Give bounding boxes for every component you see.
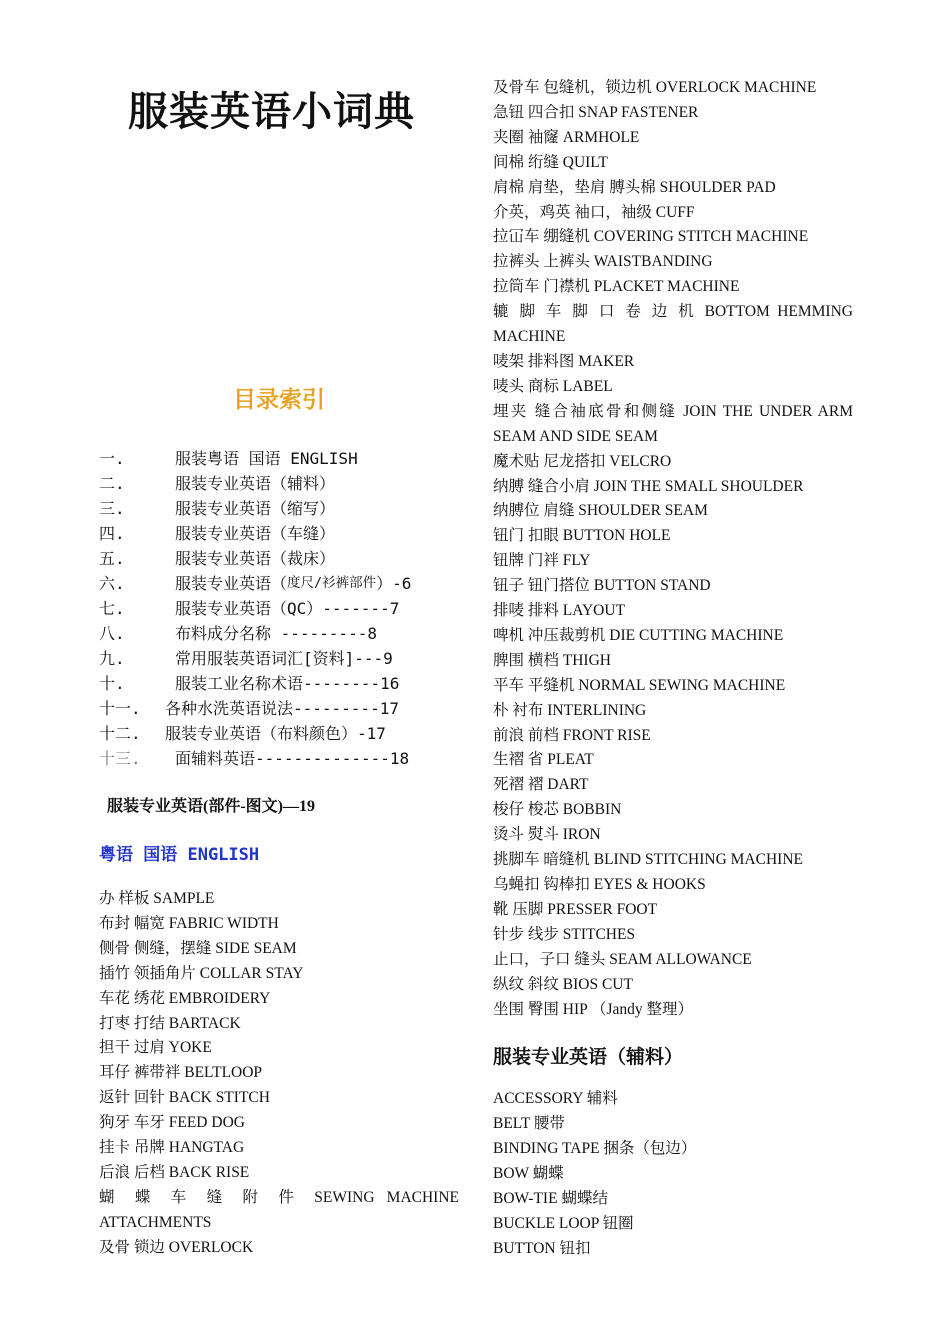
glossary-entry: 夹圈 袖窿 ARMHOLE: [493, 128, 640, 146]
glossary-entry: 靴 压脚 PRESSER FOOT: [493, 900, 658, 918]
glossary-entry: 办 样板 SAMPLE: [99, 890, 215, 907]
glossary-entry: 钮牌 门袢 FLY: [493, 552, 591, 570]
toc-item: 六. 服装专业英语（ 度尺/衫裤部件 ）-6: [99, 574, 412, 593]
glossary-entry: 平车 平缝机 NORMAL SEWING MACHINE: [493, 676, 786, 694]
accessory-entry: BOW 蝴蝶: [493, 1165, 564, 1183]
glossary-entry: 车花 绣花 EMBROIDERY: [99, 989, 271, 1007]
section-heading-cantonese: 粤语 国语 ENGLISH: [99, 845, 260, 865]
accessory-entry: BINDING TAPE 捆条（包边）: [493, 1140, 697, 1158]
glossary-entry: 打枣 打结 BARTACK: [99, 1014, 241, 1032]
glossary-left: [99, 887, 459, 1261]
accessory-list: [493, 1087, 853, 1261]
right-column: [493, 76, 853, 1262]
toc-item: 十. 服装工业名称术语--------16: [99, 674, 400, 693]
glossary-entry: 布封 幅宽 FABRIC WIDTH: [99, 914, 279, 932]
glossary-right: [493, 76, 853, 1022]
glossary-entry: 后浪 后档 BACK RISE: [99, 1163, 250, 1181]
toc-item: 九. 常用服装英语词汇[资料]---9: [99, 649, 393, 668]
glossary-entry: 耳仔 裤带袢 BELTLOOP: [99, 1064, 263, 1082]
glossary-entry: 魔术贴 尼龙搭扣 VELCRO: [493, 452, 672, 470]
glossary-entry: 生褶 省 PLEAT: [493, 751, 594, 769]
document-title: 服装英语小词典: [128, 89, 415, 135]
glossary-entry: 朴 衬布 INTERLINING: [493, 701, 647, 719]
glossary-entry: 啤机 冲压裁剪机 DIE CUTTING MACHINE: [493, 626, 784, 644]
glossary-entry-continuation: MACHINE: [493, 328, 566, 346]
toc-item: 三. 服装专业英语（缩写）: [99, 499, 336, 518]
glossary-entry: 拉筒车 门襟机 PLACKET MACHINE: [493, 278, 740, 296]
glossary-entry: 挑脚车 暗缝机 BLIND STITCHING MACHINE: [493, 851, 803, 869]
glossary-entry: 钮门 扣眼 BUTTON HOLE: [493, 527, 671, 545]
glossary-entry: 及骨 锁边 OVERLOCK: [99, 1238, 254, 1256]
glossary-entry: 唛架 排料图 MAKER: [493, 352, 635, 370]
glossary-entry: 返针 回针 BACK STITCH: [99, 1089, 270, 1107]
glossary-entry: 死褶 褶 DART: [493, 776, 589, 794]
glossary-entry: 纳膊位 肩缝 SHOULDER SEAM: [493, 502, 708, 520]
glossary-entry: 担干 过肩 YOKE: [99, 1039, 212, 1057]
glossary-entry: 唛头 商标 LABEL: [493, 377, 613, 395]
glossary-entry: 坐围 臀围 HIP （Jandy 整理）: [493, 1000, 694, 1018]
toc-item: 十三. 面辅料英语--------------18: [99, 749, 410, 768]
glossary-entry: 间棉 绗缝 QUILT: [493, 153, 608, 171]
glossary-entry: 肩棉 肩垫，垫肩 膊头棉 SHOULDER PAD: [493, 178, 776, 196]
toc-item: 一. 服装粤语 国语 ENGLISH: [99, 449, 358, 468]
glossary-entry: 前浪 前档 FRONT RISE: [493, 726, 651, 744]
accessory-entry: ACCESSORY 辅料: [493, 1090, 618, 1108]
glossary-entry: 及骨车 包缝机，锁边机 OVERLOCK MACHINE: [493, 79, 817, 96]
glossary-entry: 纵纹 斜纹 BIOS CUT: [493, 975, 633, 993]
glossary-entry: 挂卡 吊牌 HANGTAG: [99, 1139, 245, 1157]
toc-item: 二. 服装专业英语（辅料）: [99, 474, 336, 493]
glossary-entry: 钮子 钮门搭位 BUTTON STAND: [493, 577, 711, 595]
glossary-entry: 止口，子口 缝头 SEAM ALLOWANCE: [493, 950, 752, 968]
table-of-contents: [99, 446, 459, 771]
glossary-entry: 梭仔 梭芯 BOBBIN: [493, 801, 622, 819]
glossary-entry: 乌蝇扣 钩棒扣 EYES & HOOKS: [493, 876, 706, 893]
toc-item: 十二. 服装专业英语（布料颜色）-17: [99, 724, 386, 743]
glossary-entry-continuation: ATTACHMENTS: [99, 1213, 212, 1231]
accessory-entry: BUTTON 钮扣: [493, 1239, 591, 1257]
toc-item: 十一. 各种水洗英语说法---------17: [99, 699, 399, 718]
glossary-entry: 针步 线步 STITCHES: [493, 925, 636, 943]
glossary-entry: 介英，鸡英 袖口，袖级 CUFF: [493, 203, 695, 221]
toc-item: 五. 服装专业英语（裁床）: [99, 549, 336, 568]
glossary-entry: 拉冚车 绷缝机 COVERING STITCH MACHINE: [493, 228, 809, 246]
glossary-entry: 侧骨 侧缝，摆缝 SIDE SEAM: [99, 939, 297, 957]
glossary-entry: 埋夹 缝合袖底骨和侧缝 JOIN THE UNDER ARM: [493, 402, 853, 420]
section-heading-accessories: 服装专业英语（辅料）: [493, 1046, 684, 1069]
accessory-entry: BUCKLE LOOP 钮圈: [493, 1214, 634, 1232]
toc-item: 七. 服装专业英语（QC）-------7: [99, 599, 400, 618]
left-column: [99, 72, 459, 1261]
accessory-entry: BOW-TIE 蝴蝶结: [493, 1190, 608, 1208]
glossary-entry-continuation: SEAM AND SIDE SEAM: [493, 427, 658, 445]
toc-item: 四. 服装专业英语（车缝）: [99, 524, 336, 543]
glossary-entry: 拉裤头 上裤头 WAISTBANDING: [493, 253, 713, 271]
toc-item: 八. 布料成分名称 ---------8: [99, 624, 377, 643]
glossary-entry: 排唛 排料 LAYOUT: [493, 602, 626, 620]
toc-extra-item: 服装专业英语(部件-图文)—19: [107, 798, 315, 815]
toc-heading: 目录索引: [233, 387, 325, 413]
glossary-entry: 插竹 领插角片 COLLAR STAY: [99, 964, 304, 982]
glossary-entry: 急钮 四合扣 SNAP FASTENER: [493, 103, 699, 121]
glossary-entry: 烫斗 熨斗 IRON: [493, 826, 601, 844]
glossary-entry: 辘 脚 车 脚 口 卷 边 机 BOTTOM HEMMING: [493, 303, 853, 321]
glossary-entry: 狗牙 车牙 FEED DOG: [99, 1114, 245, 1132]
glossary-entry: 脾围 横档 THIGH: [493, 651, 611, 669]
glossary-entry: 纳膊 缝合小肩 JOIN THE SMALL SHOULDER: [493, 477, 804, 495]
accessory-entry: BELT 腰带: [493, 1115, 565, 1133]
glossary-entry: 蝴 蝶 车 缝 附 件 SEWING MACHINE: [99, 1188, 459, 1206]
